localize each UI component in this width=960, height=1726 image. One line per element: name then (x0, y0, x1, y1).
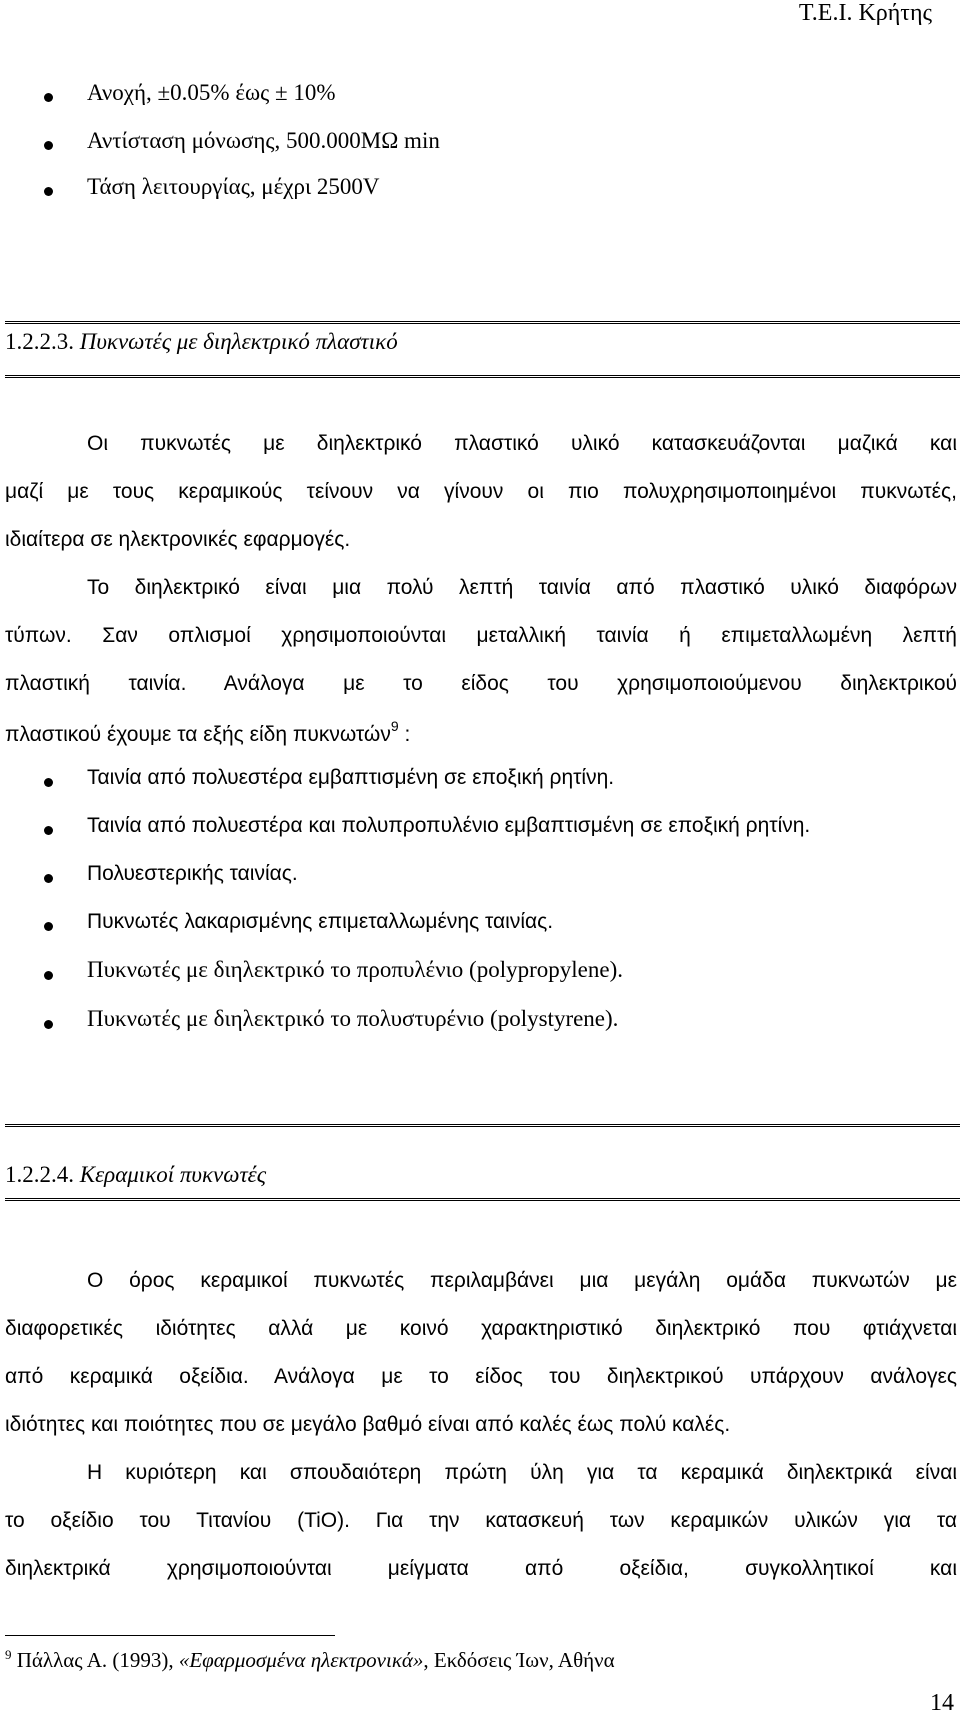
section-title: Πυκνωτές με διηλεκτρικό πλαστικό (74, 329, 398, 354)
text-line: τύπων. Σαν οπλισμοί χρησιμοποιούνται μεταλλική ταινία ή επιμεταλλωμένη λεπτή (5, 624, 957, 647)
text-line: πλαστική ταινία. Ανάλογα με το είδος του χρησιμοποιούμενου διηλεκτρικού (5, 672, 957, 695)
section-divider (5, 375, 960, 378)
page-header-title: Τ.Ε.Ι. Κρήτης (798, 0, 932, 26)
bullet-icon (44, 971, 53, 980)
bullet-icon (44, 874, 53, 883)
section-divider (5, 1124, 960, 1127)
page-number: 14 (930, 1690, 954, 1716)
footnote-separator (5, 1635, 335, 1636)
text-line (5, 718, 410, 747)
list-item: Αντίσταση μόνωσης, 500.000MΩ min (87, 128, 440, 153)
bullet-icon (44, 141, 53, 150)
text-line: ιδιότητες και ποιότητες που σε μεγάλο βαθμό είναι από καλές έως πολύ καλές. (5, 1413, 731, 1436)
footnote-marker: 9 (5, 1647, 12, 1662)
text-line-tail: : (398, 723, 411, 746)
list-item: Πυκνωτές με διηλεκτρικό το προπυλένιο (polypropylene). (87, 957, 623, 982)
list-item: Πολυεστερικής ταινίας. (87, 862, 298, 885)
section-divider (5, 1198, 960, 1201)
text-line: Οι πυκνωτές με διηλεκτρικό πλαστικό υλικό κατασκευάζονται μαζικά και (87, 432, 957, 455)
text-line: το οξείδιο του Τιτανίου (TiO). Για την κατασκευή των κεραμικών υλικών για τα (5, 1509, 957, 1532)
section-number: 1.2.2.3. (5, 329, 74, 354)
text-line: Η κυριότερη και σπουδαιότερη πρώτη ύλη για τα κεραμικά διηλεκτρικά είναι (87, 1461, 957, 1484)
list-item: Ταινία από πολυεστέρα εμβαπτισμένη σε εποξική ρητίνη. (87, 766, 615, 789)
section-heading-plastic (5, 329, 398, 355)
text-line: μαζί με τους κεραμικούς τείνουν να γίνουν οι πιο πολυχρησιμοποιημένοι πυκνωτές, (5, 480, 957, 503)
bullet-icon (44, 778, 53, 787)
list-item: Ταινία από πολυεστέρα και πολυπροπυλένιο εμβαπτισμένη σε εποξική ρητίνη. (87, 814, 811, 837)
section-divider (5, 321, 960, 324)
text-line: από κεραμικά οξείδια. Ανάλογα με το είδος του διηλεκτρικού υπάρχουν ανάλογες (5, 1365, 957, 1388)
bullet-icon (44, 187, 53, 196)
text-line-body: πλαστικού έχουμε τα εξής είδη πυκνωτών (5, 723, 391, 746)
text-line: Το διηλεκτρικό είναι μια πολύ λεπτή ταινία από πλαστικό υλικό διαφόρων (87, 576, 957, 599)
bullet-icon (44, 1020, 53, 1029)
footnote-publisher: , Εκδόσεις Ίων, Αθήνα (423, 1648, 615, 1672)
list-item: Τάση λειτουργίας, μέχρι 2500V (87, 174, 380, 199)
bullet-icon (44, 922, 53, 931)
section-title: Κεραμικοί πυκνωτές (74, 1162, 267, 1187)
bullet-icon (44, 93, 53, 102)
list-item: Πυκνωτές λακαρισμένης επιμεταλλωμένης ταινίας. (87, 910, 554, 933)
text-line: διηλεκτρικά χρησιμοποιούνται μείγματα από οξείδια, συγκολλητικοί και (5, 1557, 957, 1580)
list-item: Ανοχή, ±0.05% έως ± 10% (87, 80, 336, 105)
section-heading-ceramic (5, 1162, 266, 1188)
footnote-reference: 9 (390, 718, 399, 734)
footnote (5, 1647, 615, 1673)
list-item: Πυκνωτές με διηλεκτρικό το πολυστυρένιο (polystyrene). (87, 1006, 619, 1031)
bullet-icon (44, 826, 53, 835)
footnote-author: Πάλλας Α. (1993), (11, 1648, 179, 1672)
footnote-book-title: «Εφαρμοσμένα ηλεκτρονικά» (178, 1648, 424, 1672)
text-line: ιδιαίτερα σε ηλεκτρονικές εφαρμογές. (5, 528, 351, 551)
text-line: διαφορετικές ιδιότητες αλλά με κοινό χαρακτηριστικό διηλεκτρικό που φτιάχνεται (5, 1317, 957, 1340)
section-number: 1.2.2.4. (5, 1162, 74, 1187)
text-line: Ο όρος κεραμικοί πυκνωτές περιλαμβάνει μια μεγάλη ομάδα πυκνωτών με (87, 1269, 957, 1292)
